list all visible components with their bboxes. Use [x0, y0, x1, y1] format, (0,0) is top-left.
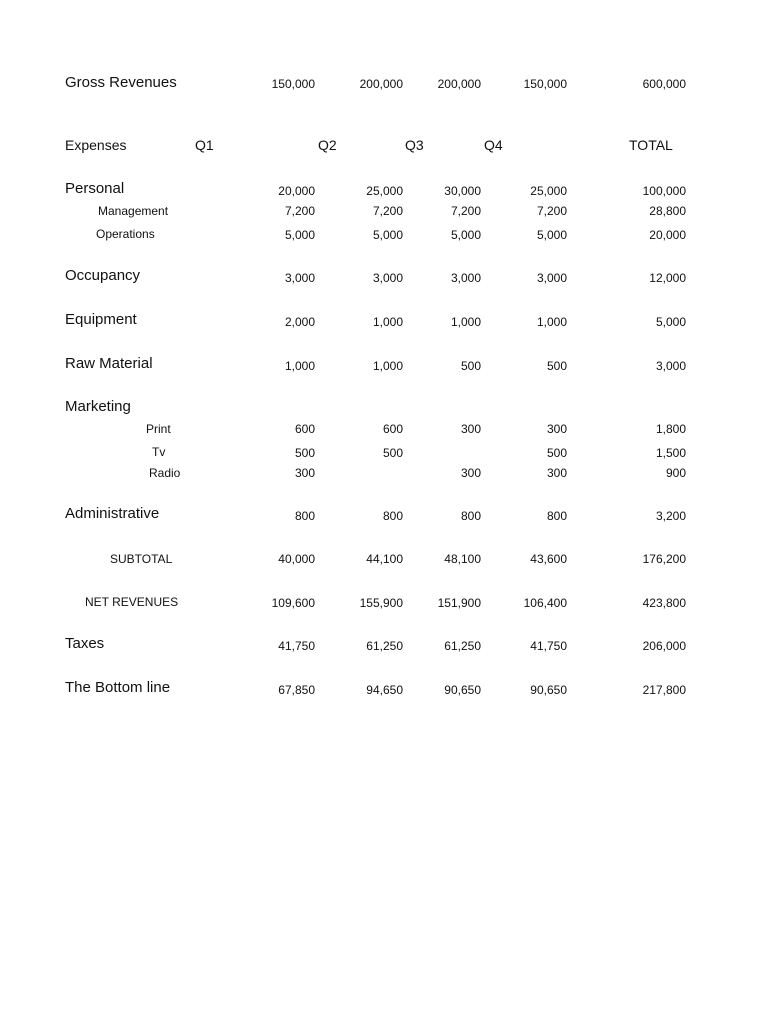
column-header-q1: Q1 — [195, 137, 214, 153]
cell-gross-q4: 150,000 — [523, 77, 567, 91]
cell-print-q2: 600 — [382, 422, 403, 436]
row-label-radio: Radio — [149, 466, 181, 480]
cell-tv-q2: 500 — [382, 446, 403, 460]
column-header-q3: Q3 — [405, 137, 424, 153]
cell-raw-material-q1: 1,000 — [284, 359, 315, 373]
cell-subtotal-q2: 44,100 — [366, 552, 403, 566]
cell-taxes-q1: 41,750 — [278, 639, 315, 653]
row-label-operations: Operations — [96, 227, 155, 241]
cell-administrative-q3: 800 — [460, 509, 481, 523]
cell-tv-total: 1,500 — [655, 446, 686, 460]
cell-gross-total: 600,000 — [642, 77, 686, 91]
cell-equipment-q2: 1,000 — [372, 315, 403, 329]
expenses-heading: Expenses — [65, 137, 127, 153]
cell-management-total: 28,800 — [649, 204, 686, 218]
cell-taxes-q2: 61,250 — [366, 639, 403, 653]
cell-net-revenues-total: 423,800 — [642, 596, 686, 610]
cell-personal-total: 100,000 — [642, 184, 686, 198]
cell-administrative-q1: 800 — [294, 509, 315, 523]
cell-operations-q2: 5,000 — [372, 228, 403, 242]
cell-radio-q4: 300 — [546, 466, 567, 480]
cell-radio-total: 900 — [665, 466, 686, 480]
cell-management-q2: 7,200 — [372, 204, 403, 218]
row-label-management: Management — [98, 204, 169, 218]
column-header-q4: Q4 — [484, 137, 503, 153]
cell-print-q4: 300 — [546, 422, 567, 436]
cell-tv-q4: 500 — [546, 446, 567, 460]
cell-occupancy-q2: 3,000 — [372, 271, 403, 285]
cell-net-revenues-q2: 155,900 — [359, 596, 403, 610]
cell-raw-material-total: 3,000 — [655, 359, 686, 373]
cell-subtotal-q4: 43,600 — [530, 552, 567, 566]
cell-subtotal-total: 176,200 — [642, 552, 686, 566]
cell-occupancy-total: 12,000 — [649, 271, 686, 285]
cell-bottom-line-q1: 67,850 — [278, 683, 315, 697]
row-label-occupancy: Occupancy — [65, 267, 141, 284]
row-label-print: Print — [146, 422, 171, 436]
row-label-bottom-line: The Bottom line — [65, 679, 171, 696]
cell-gross-q1: 150,000 — [271, 77, 315, 91]
row-label-personal: Personal — [65, 180, 125, 197]
cell-subtotal-q1: 40,000 — [278, 552, 315, 566]
cell-net-revenues-q3: 151,900 — [437, 596, 481, 610]
cell-administrative-total: 3,200 — [655, 509, 686, 523]
cell-net-revenues-q4: 106,400 — [523, 596, 567, 610]
cell-print-total: 1,800 — [655, 422, 686, 436]
cell-bottom-line-total: 217,800 — [642, 683, 686, 697]
cell-bottom-line-q3: 90,650 — [444, 683, 481, 697]
row-label-net-revenues: NET REVENUES — [85, 595, 179, 609]
cell-personal-q1: 20,000 — [278, 184, 315, 198]
cell-administrative-q2: 800 — [382, 509, 403, 523]
cell-management-q4: 7,200 — [536, 204, 567, 218]
row-label-raw-material: Raw Material — [65, 355, 153, 372]
row-label-marketing: Marketing — [65, 398, 131, 415]
cell-print-q3: 300 — [460, 422, 481, 436]
cell-raw-material-q2: 1,000 — [372, 359, 403, 373]
row-label-subtotal: SUBTOTAL — [110, 552, 173, 566]
column-header-q2: Q2 — [318, 137, 337, 153]
cell-management-q3: 7,200 — [450, 204, 481, 218]
cell-occupancy-q1: 3,000 — [284, 271, 315, 285]
row-label-equipment: Equipment — [65, 311, 137, 328]
cell-print-q1: 600 — [294, 422, 315, 436]
row-label-gross-revenues: Gross Revenues — [65, 74, 177, 91]
cell-equipment-q4: 1,000 — [536, 315, 567, 329]
row-label-taxes: Taxes — [65, 635, 105, 652]
cell-taxes-q4: 41,750 — [530, 639, 567, 653]
cell-net-revenues-q1: 109,600 — [271, 596, 315, 610]
cell-occupancy-q4: 3,000 — [536, 271, 567, 285]
cell-raw-material-q3: 500 — [460, 359, 481, 373]
cell-personal-q4: 25,000 — [530, 184, 567, 198]
row-label-tv: Tv — [152, 445, 166, 459]
cell-administrative-q4: 800 — [546, 509, 567, 523]
cell-operations-q3: 5,000 — [450, 228, 481, 242]
cell-bottom-line-q4: 90,650 — [530, 683, 567, 697]
cell-radio-q3: 300 — [460, 466, 481, 480]
cell-equipment-q1: 2,000 — [284, 315, 315, 329]
cell-equipment-total: 5,000 — [655, 315, 686, 329]
cell-taxes-total: 206,000 — [642, 639, 686, 653]
cell-tv-q1: 500 — [294, 446, 315, 460]
cell-operations-total: 20,000 — [649, 228, 686, 242]
column-header-total: TOTAL — [629, 137, 673, 153]
cell-subtotal-q3: 48,100 — [444, 552, 481, 566]
cell-gross-q3: 200,000 — [437, 77, 481, 91]
cell-personal-q2: 25,000 — [366, 184, 403, 198]
cell-operations-q4: 5,000 — [536, 228, 567, 242]
cell-taxes-q3: 61,250 — [444, 639, 481, 653]
row-label-administrative: Administrative — [65, 505, 160, 522]
cell-personal-q3: 30,000 — [444, 184, 481, 198]
cell-equipment-q3: 1,000 — [450, 315, 481, 329]
cell-occupancy-q3: 3,000 — [450, 271, 481, 285]
cell-gross-q2: 200,000 — [359, 77, 403, 91]
cell-radio-q1: 300 — [294, 466, 315, 480]
cell-operations-q1: 5,000 — [284, 228, 315, 242]
cell-bottom-line-q2: 94,650 — [366, 683, 403, 697]
cell-management-q1: 7,200 — [284, 204, 315, 218]
cell-raw-material-q4: 500 — [546, 359, 567, 373]
